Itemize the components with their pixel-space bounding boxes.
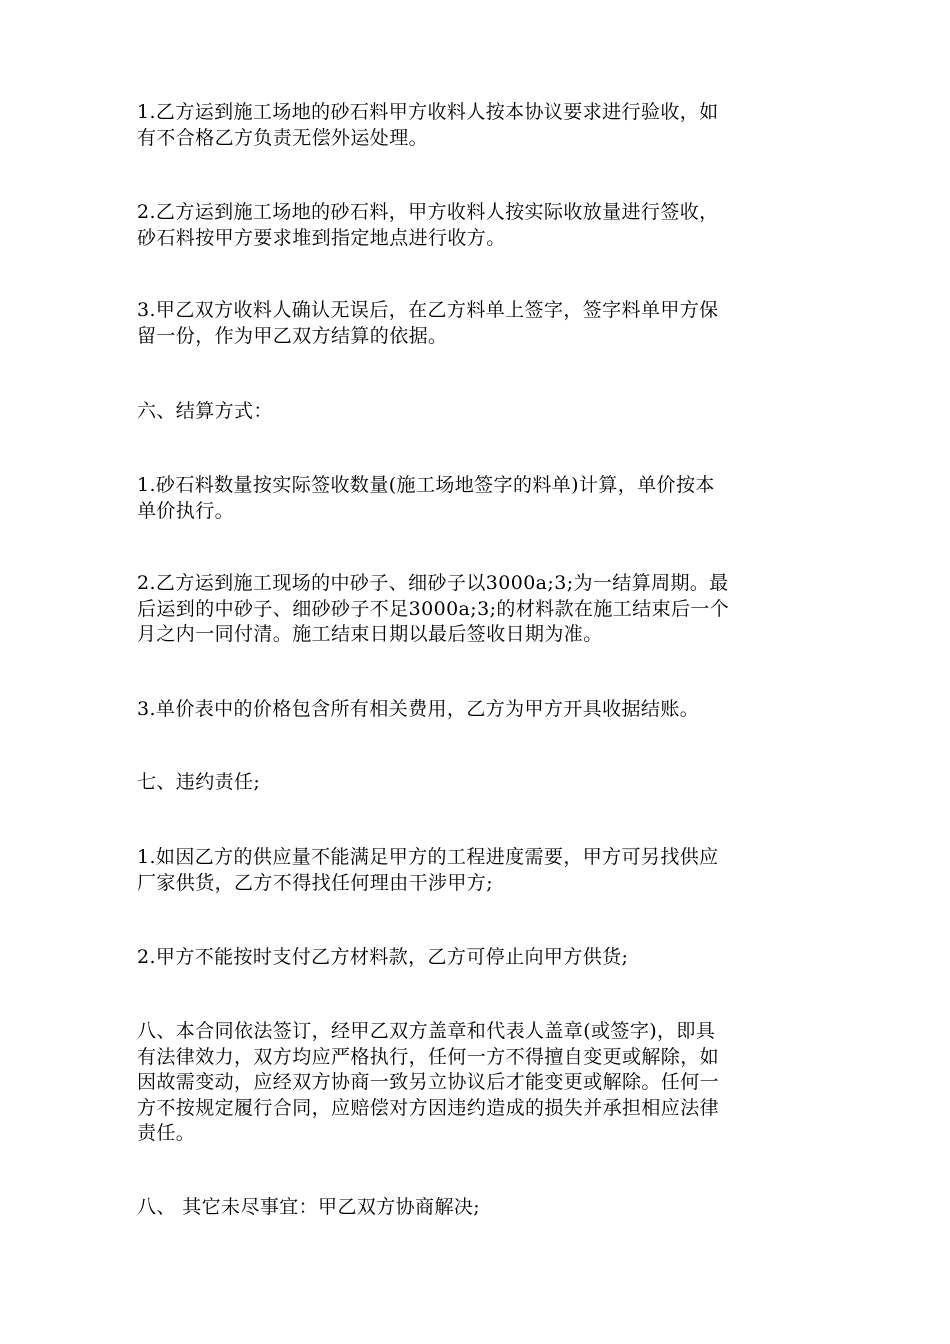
text-line: 七、违约责任; <box>137 771 261 793</box>
text-line: 责任。 <box>137 1122 196 1144</box>
text-line: 八、本合同依法签订，经甲乙双方盖章和代表人盖章(或签字)，即具 <box>137 1020 716 1042</box>
paragraph-breach-1 <box>137 845 817 896</box>
text-line: 方不按规定履行合同，应赔偿对方因违约造成的损失并承担相应法律 <box>137 1096 720 1119</box>
text-line: 2.甲方不能按时支付乙方材料款，乙方可停止向甲方供货; <box>137 946 629 968</box>
text-line: 八、 其它未尽事宜：甲乙双方协商解决; <box>137 1196 481 1218</box>
text-line: 有法律效力，双方均应严格执行，任何一方不得擅自变更或解除，如 <box>137 1045 720 1068</box>
paragraph-other-matters <box>137 1195 817 1221</box>
section-heading-settlement <box>137 399 817 425</box>
text-line: 厂家供货，乙方不得找任何理由干涉甲方; <box>137 871 494 894</box>
text-line: 月之内一同付清。施工结束日期以最后签收日期为准。 <box>137 623 603 645</box>
paragraph-contract-validity <box>137 1019 817 1147</box>
text-line: 六、结算方式： <box>137 400 273 422</box>
paragraph-settlement-3 <box>137 697 817 723</box>
paragraph-settlement-2 <box>137 571 817 648</box>
text-line: 单价执行。 <box>137 499 235 522</box>
text-line: 留一份，作为甲乙双方结算的依据。 <box>137 324 448 347</box>
text-line: 1.乙方运到施工场地的砂石料甲方收料人按本协议要求进行验收，如 <box>137 101 719 123</box>
text-line: 3.甲乙双方收料人确认无误后，在乙方料单上签字，签字料单甲方保 <box>137 299 719 321</box>
paragraph-acceptance-3 <box>137 298 817 349</box>
text-line: 后运到的中砂子、细砂砂子不足3000a;3;的材料款在施工结束后一个 <box>137 597 730 620</box>
paragraph-breach-2 <box>137 945 817 971</box>
text-line: 2.乙方运到施工现场的中砂子、细砂子以3000a;3;为一结算周期。最 <box>137 572 729 594</box>
paragraph-acceptance-2 <box>137 200 817 251</box>
text-line: 因故需变动，应经双方协商一致另立协议后才能变更或解除。任何一 <box>137 1071 720 1093</box>
paragraph-acceptance-1 <box>137 100 817 151</box>
text-line: 有不合格乙方负责无偿外运处理。 <box>137 126 429 149</box>
text-line: 3.单价表中的价格包含所有相关费用，乙方为甲方开具收据结账。 <box>137 698 700 720</box>
text-line: 2.乙方运到施工场地的砂石料，甲方收料人按实际收放量进行签收， <box>137 201 719 223</box>
text-line: 砂石料按甲方要求堆到指定地点进行收方。 <box>137 226 506 249</box>
paragraph-settlement-1 <box>137 473 817 524</box>
text-line: 1.如因乙方的供应量不能满足甲方的工程进度需要，甲方可另找供应 <box>137 846 719 868</box>
section-heading-breach <box>137 770 817 796</box>
text-line: 1.砂石料数量按实际签收数量(施工场地签字的料单)计算，单价按本 <box>137 474 715 496</box>
